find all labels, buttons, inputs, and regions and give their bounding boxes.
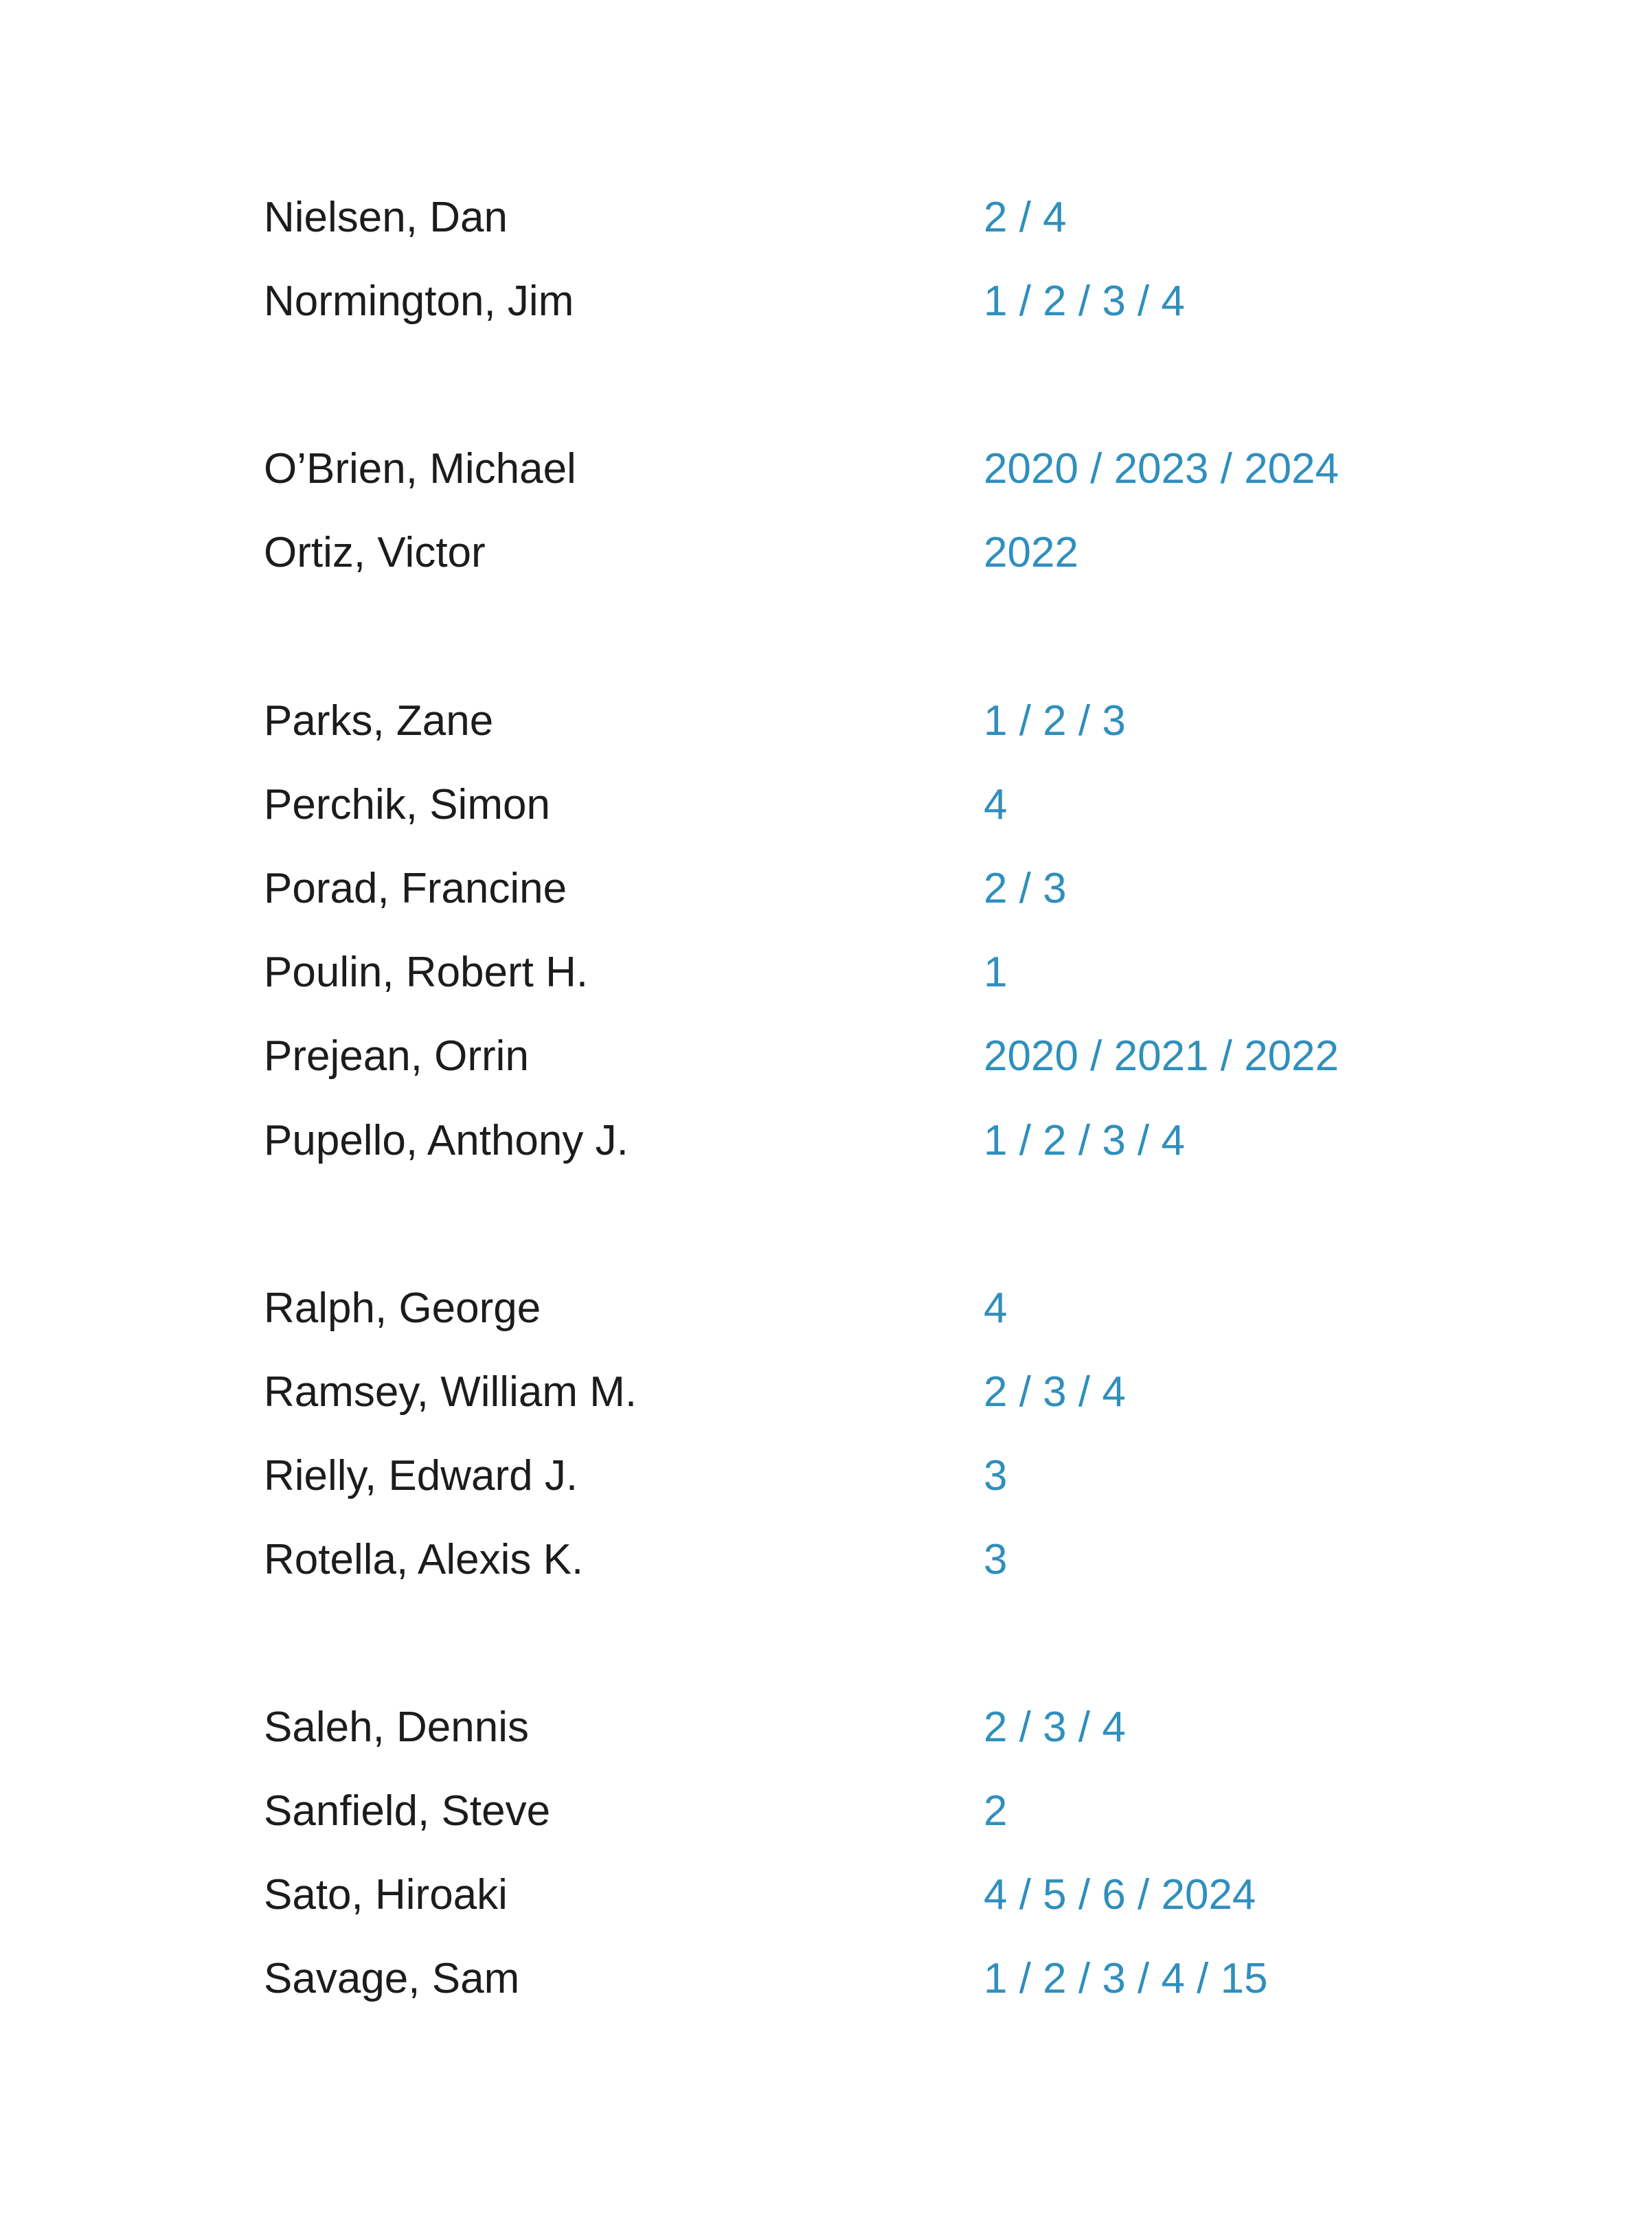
contributor-name: Parks, Zane — [264, 697, 494, 745]
contributor-refs: 2020 / 2021 / 2022 — [984, 1032, 1339, 1080]
index-row — [0, 1438, 1652, 1514]
index-row — [0, 767, 1652, 843]
index-row — [0, 1774, 1652, 1849]
contributor-name: Poulin, Robert H. — [264, 949, 589, 996]
contributor-refs: 3 — [984, 1536, 1008, 1583]
contributor-refs: 4 — [984, 1285, 1008, 1332]
contributor-name: Rotella, Alexis K. — [264, 1536, 584, 1583]
index-row — [0, 1271, 1652, 1346]
index-row — [0, 1522, 1652, 1598]
contributor-name: Ramsey, William M. — [264, 1368, 637, 1416]
index-row — [0, 264, 1652, 339]
contributor-refs: 2 / 3 / 4 — [984, 1704, 1126, 1751]
index-row — [0, 1941, 1652, 2017]
contributor-name: Ralph, George — [264, 1285, 541, 1332]
index-row — [0, 180, 1652, 256]
index-row — [0, 1355, 1652, 1430]
index-row — [0, 1019, 1652, 1094]
contributor-name: Porad, Francine — [264, 865, 567, 912]
contributor-name: Rielly, Edward J. — [264, 1452, 578, 1500]
contributor-name: Sato, Hiroaki — [264, 1871, 508, 1919]
contributor-refs: 1 / 2 / 3 / 4 — [984, 1117, 1185, 1164]
index-row — [0, 515, 1652, 591]
index-row — [0, 851, 1652, 927]
contributor-refs: 2 / 3 / 4 — [984, 1368, 1126, 1416]
index-row — [0, 683, 1652, 759]
index-row — [0, 1857, 1652, 1933]
contributor-refs: 1 / 2 / 3 / 4 — [984, 278, 1185, 325]
contributor-refs: 2 — [984, 1787, 1008, 1835]
contributor-refs: 1 — [984, 949, 1008, 996]
contributor-refs: 2 / 3 — [984, 865, 1067, 912]
index-row — [0, 431, 1652, 507]
contributor-refs: 1 / 2 / 3 — [984, 697, 1126, 745]
contributor-name: Savage, Sam — [264, 1955, 520, 2002]
index-row — [0, 1103, 1652, 1179]
index-row — [0, 935, 1652, 1010]
contributor-name: Ortiz, Victor — [264, 529, 486, 576]
contributor-refs: 2020 / 2023 / 2024 — [984, 445, 1339, 493]
contributor-name: Pupello, Anthony J. — [264, 1117, 629, 1164]
contributor-name: Perchik, Simon — [264, 781, 550, 828]
contributor-name: Prejean, Orrin — [264, 1032, 529, 1080]
index-row — [0, 1690, 1652, 1765]
contributor-refs: 4 — [984, 781, 1008, 828]
contributor-refs: 2022 — [984, 529, 1078, 576]
contributor-refs: 4 / 5 / 6 / 2024 — [984, 1871, 1256, 1919]
contributor-name: Nielsen, Dan — [264, 194, 508, 241]
contributor-name: Saleh, Dennis — [264, 1704, 530, 1751]
contributor-refs: 3 — [984, 1452, 1008, 1500]
contributor-name: Sanfield, Steve — [264, 1787, 551, 1835]
contributor-name: O’Brien, Michael — [264, 445, 576, 493]
contributor-refs: 1 / 2 / 3 / 4 / 15 — [984, 1955, 1268, 2002]
contributor-refs: 2 / 4 — [984, 194, 1067, 241]
contributor-name: Normington, Jim — [264, 278, 574, 325]
